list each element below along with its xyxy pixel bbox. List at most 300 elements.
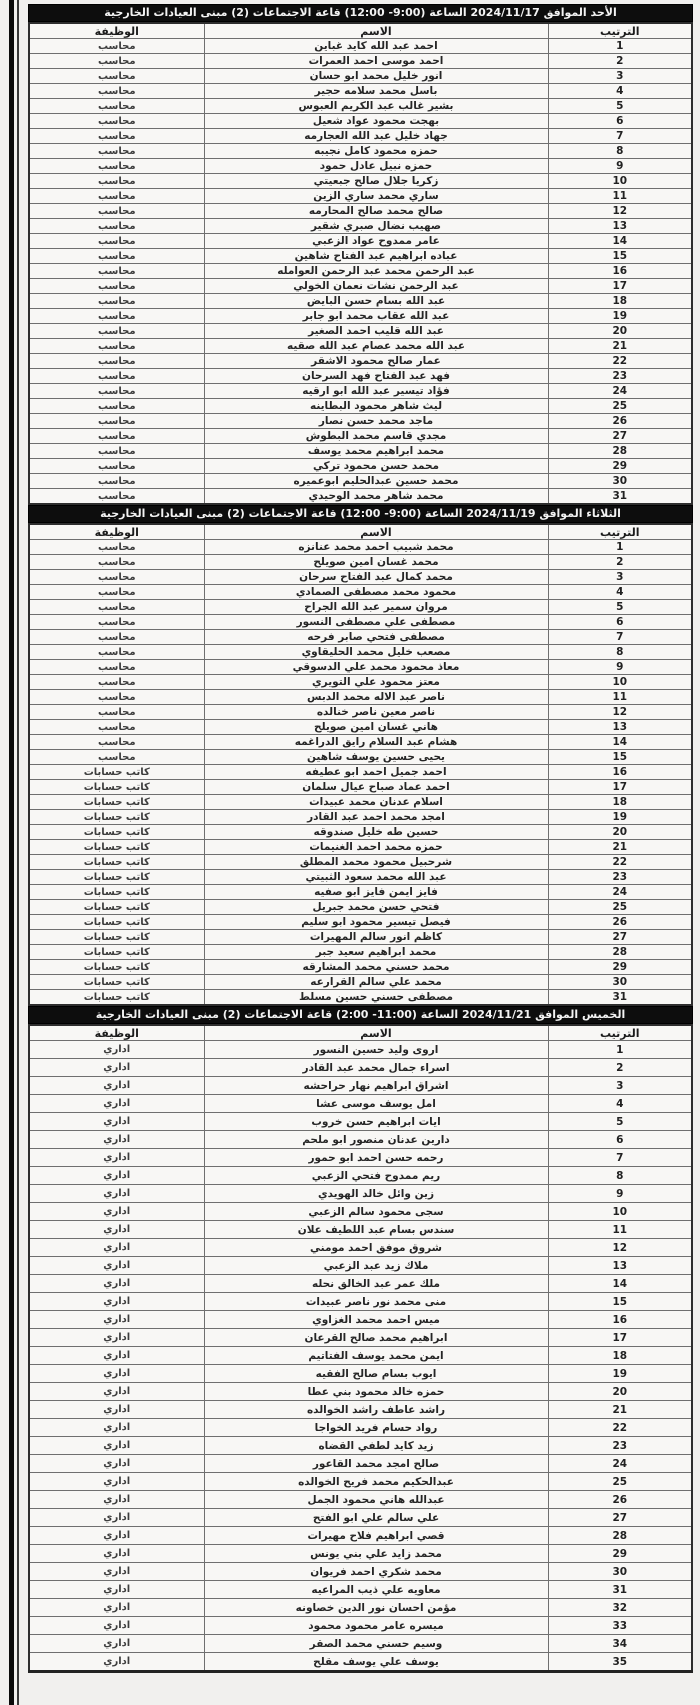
table-row: [29, 600, 692, 615]
order-cell: 22: [548, 354, 692, 369]
order-cell: 13: [548, 1257, 692, 1275]
job-cell: اداري: [29, 1599, 204, 1617]
name-cell: عبد الرحمن محمد عبد الرحمن العوامله: [204, 264, 548, 279]
section-header: الخميس الموافق 2024/11/21 الساعة (11:00- 2:00) قاعة الاجتماعات (2) مبنى العيادات الخارجية: [28, 1006, 693, 1024]
name-cell: عبد الله قليب احمد الصغير: [204, 324, 548, 339]
order-cell: 18: [548, 795, 692, 810]
job-cell: اداري: [29, 1401, 204, 1419]
order-cell: 23: [548, 1437, 692, 1455]
job-cell: اداري: [29, 1041, 204, 1059]
job-cell: اداري: [29, 1455, 204, 1473]
order-cell: 28: [548, 1527, 692, 1545]
name-cell: مؤمن احسان نور الدين خصاونه: [204, 1599, 548, 1617]
table-row: [29, 354, 692, 369]
table-row: [29, 474, 692, 489]
name-cell: مجدي قاسم محمد البطوش: [204, 429, 548, 444]
order-cell: 6: [548, 1131, 692, 1149]
job-cell: محاسب: [29, 555, 204, 570]
order-cell: 29: [548, 960, 692, 975]
job-cell: اداري: [29, 1491, 204, 1509]
job-cell: محاسب: [29, 309, 204, 324]
table-row: [29, 960, 692, 975]
table-row: [29, 309, 692, 324]
order-cell: 1: [548, 1041, 692, 1059]
order-cell: 6: [548, 615, 692, 630]
table-row: [29, 975, 692, 990]
name-cell: دارين عدنان منصور ابو ملحم: [204, 1131, 548, 1149]
table-row: [29, 1455, 692, 1473]
name-cell: عبدالحكيم محمد فريح الخوالده: [204, 1473, 548, 1491]
name-cell: عامر ممدوح عواد الزعبي: [204, 234, 548, 249]
name-cell: حسين طه خليل صندوقه: [204, 825, 548, 840]
table-row: [29, 1095, 692, 1113]
table-row: [29, 1473, 692, 1491]
table-row: [29, 489, 692, 505]
section-header: الثلاثاء الموافق 2024/11/19 الساعة (9:00- 12:00) قاعة الاجتماعات (2) مبنى العيادات الخارجية: [28, 505, 693, 523]
order-cell: 3: [548, 1077, 692, 1095]
order-cell: 13: [548, 720, 692, 735]
order-cell: 26: [548, 915, 692, 930]
order-cell: 2: [548, 555, 692, 570]
name-cell: عبد الله بسام حسن البايض: [204, 294, 548, 309]
order-cell: 7: [548, 630, 692, 645]
order-cell: 19: [548, 309, 692, 324]
table-row: [29, 1149, 692, 1167]
name-cell: شرحبيل محمود محمد المطلق: [204, 855, 548, 870]
name-cell: ايات ابراهيم حسن خروب: [204, 1113, 548, 1131]
order-cell: 26: [548, 414, 692, 429]
table-row: [29, 1077, 692, 1095]
order-cell: 34: [548, 1635, 692, 1653]
table-row: [29, 1041, 692, 1059]
order-cell: 31: [548, 990, 692, 1006]
table-row: [29, 1419, 692, 1437]
name-cell: عبد الله محمد سعود الثبيتي: [204, 870, 548, 885]
order-cell: 22: [548, 1419, 692, 1437]
job-cell: اداري: [29, 1113, 204, 1131]
order-cell: 6: [548, 114, 692, 129]
table-row: [29, 249, 692, 264]
table-row: [29, 1329, 692, 1347]
table-row: [29, 369, 692, 384]
table-row: [29, 414, 692, 429]
table-row: [29, 555, 692, 570]
name-cell: امل يوسف موسى عشا: [204, 1095, 548, 1113]
job-cell: محاسب: [29, 114, 204, 129]
order-cell: 17: [548, 1329, 692, 1347]
name-cell: معاويه علي ذيب المراعيه: [204, 1581, 548, 1599]
name-cell: باسل محمد سلامه حجير: [204, 84, 548, 99]
name-cell: محمد شكري احمد فريوان: [204, 1563, 548, 1581]
job-cell: كاتب حسابات: [29, 975, 204, 990]
table-row: [29, 1311, 692, 1329]
table-row: [29, 795, 692, 810]
table-row: [29, 720, 692, 735]
job-cell: اداري: [29, 1293, 204, 1311]
job-cell: محاسب: [29, 570, 204, 585]
table-row: [29, 1635, 692, 1653]
schedule-table: [28, 22, 693, 505]
job-cell: محاسب: [29, 615, 204, 630]
job-cell: اداري: [29, 1095, 204, 1113]
order-cell: 12: [548, 705, 692, 720]
table-row: [29, 675, 692, 690]
table-row: [29, 1491, 692, 1509]
job-cell: اداري: [29, 1653, 204, 1672]
table-row: [29, 585, 692, 600]
name-cell: محمد زايد علي بني يونس: [204, 1545, 548, 1563]
job-cell: محاسب: [29, 69, 204, 84]
order-cell: 30: [548, 975, 692, 990]
order-cell: 5: [548, 600, 692, 615]
name-cell: شروق موفق احمد مومني: [204, 1239, 548, 1257]
name-cell: انور خليل محمد ابو حسان: [204, 69, 548, 84]
job-cell: اداري: [29, 1419, 204, 1437]
job-cell: محاسب: [29, 294, 204, 309]
table-row: [29, 990, 692, 1006]
job-cell: محاسب: [29, 339, 204, 354]
name-cell: ابراهيم محمد صالح القرعان: [204, 1329, 548, 1347]
table-row: [29, 294, 692, 309]
table-row: [29, 1437, 692, 1455]
table-row: [29, 1203, 692, 1221]
table-row: [29, 1293, 692, 1311]
job-cell: محاسب: [29, 750, 204, 765]
job-cell: محاسب: [29, 399, 204, 414]
order-cell: 21: [548, 1401, 692, 1419]
order-cell: 32: [548, 1599, 692, 1617]
name-cell: محمد ابراهيم محمد يوسف: [204, 444, 548, 459]
name-cell: ناصر معين ناصر خنالده: [204, 705, 548, 720]
name-cell: هشام عبد السلام رايق الدراغمه: [204, 735, 548, 750]
table-row: [29, 885, 692, 900]
order-cell: 15: [548, 1293, 692, 1311]
name-cell: ماجد محمد حسن نصار: [204, 414, 548, 429]
table-row: [29, 1347, 692, 1365]
order-cell: 20: [548, 1383, 692, 1401]
schedule-table: [28, 1024, 693, 1673]
job-cell: اداري: [29, 1131, 204, 1149]
table-row: [29, 459, 692, 474]
table-row: [29, 1113, 692, 1131]
order-cell: 7: [548, 1149, 692, 1167]
name-cell: عبد الله محمد عصام عبد الله صقيه: [204, 339, 548, 354]
job-cell: محاسب: [29, 99, 204, 114]
name-cell: زيد كايد لطفي القضاه: [204, 1437, 548, 1455]
job-cell: محاسب: [29, 735, 204, 750]
order-cell: 24: [548, 1455, 692, 1473]
job-cell: اداري: [29, 1329, 204, 1347]
job-cell: اداري: [29, 1149, 204, 1167]
column-header-row: [29, 23, 692, 39]
job-cell: محاسب: [29, 264, 204, 279]
job-cell: اداري: [29, 1185, 204, 1203]
job-cell: اداري: [29, 1257, 204, 1275]
order-cell: 18: [548, 294, 692, 309]
order-cell: 1: [548, 39, 692, 54]
order-cell: 10: [548, 1203, 692, 1221]
order-cell: 12: [548, 1239, 692, 1257]
table-row: [29, 1653, 692, 1672]
name-cell: احمد موسى احمد العمرات: [204, 54, 548, 69]
job-cell: اداري: [29, 1617, 204, 1635]
order-cell: 13: [548, 219, 692, 234]
job-cell: محاسب: [29, 720, 204, 735]
table-row: [29, 870, 692, 885]
table-row: [29, 159, 692, 174]
order-cell: 14: [548, 735, 692, 750]
name-cell: احمد عبد الله كايد غباين: [204, 39, 548, 54]
name-cell: عبد الرحمن نشات نعمان الخولي: [204, 279, 548, 294]
table-row: [29, 750, 692, 765]
table-row: [29, 780, 692, 795]
table-row: [29, 1275, 692, 1293]
column-header-row: [29, 1025, 692, 1041]
job-cell: كاتب حسابات: [29, 795, 204, 810]
name-cell: علي سالم علي ابو الفتح: [204, 1509, 548, 1527]
job-cell: محاسب: [29, 600, 204, 615]
job-cell: محاسب: [29, 444, 204, 459]
job-cell: محاسب: [29, 174, 204, 189]
name-cell: كاظم انور سالم المهيرات: [204, 930, 548, 945]
table-row: [29, 54, 692, 69]
name-cell: مصعب خليل محمد الحليقاوي: [204, 645, 548, 660]
table-row: [29, 1365, 692, 1383]
job-cell: محاسب: [29, 489, 204, 505]
name-cell: عباده ابراهيم عبد الفتاح شاهين: [204, 249, 548, 264]
order-cell: 4: [548, 1095, 692, 1113]
name-cell: حمزه نبيل عادل حمود: [204, 159, 548, 174]
table-row: [29, 855, 692, 870]
name-cell: وسيم حسني محمد الصقر: [204, 1635, 548, 1653]
table-row: [29, 384, 692, 399]
order-cell: 27: [548, 930, 692, 945]
order-cell: 20: [548, 825, 692, 840]
table-row: [29, 1257, 692, 1275]
table-row: [29, 1221, 692, 1239]
name-cell: محمد ابراهيم سعيد جبر: [204, 945, 548, 960]
job-cell: محاسب: [29, 354, 204, 369]
order-cell: 35: [548, 1653, 692, 1672]
order-cell: 18: [548, 1347, 692, 1365]
name-cell: معتز محمود علي التويري: [204, 675, 548, 690]
order-cell: 30: [548, 1563, 692, 1581]
table-row: [29, 615, 692, 630]
job-cell: اداري: [29, 1077, 204, 1095]
order-cell: 19: [548, 810, 692, 825]
order-cell: 16: [548, 765, 692, 780]
job-cell: محاسب: [29, 189, 204, 204]
column-header: الاسم: [204, 23, 548, 39]
job-cell: كاتب حسابات: [29, 990, 204, 1006]
table-row: [29, 204, 692, 219]
section-header: الأحد الموافق 2024/11/17 الساعة (9:00- 12:00) قاعة الاجتماعات (2) مبنى العيادات الخارجية: [28, 4, 693, 22]
column-header: الوظيفة: [29, 23, 204, 39]
table-row: [29, 1239, 692, 1257]
name-cell: رواد حسام فريد الخواجا: [204, 1419, 548, 1437]
order-cell: 24: [548, 885, 692, 900]
job-cell: اداري: [29, 1509, 204, 1527]
name-cell: ايوب بسام صالح الفقيه: [204, 1365, 548, 1383]
name-cell: محمد حسني محمد المشارقه: [204, 960, 548, 975]
job-cell: كاتب حسابات: [29, 945, 204, 960]
table-row: [29, 174, 692, 189]
table-row: [29, 1581, 692, 1599]
name-cell: رحمه حسن احمد ابو حمور: [204, 1149, 548, 1167]
job-cell: اداري: [29, 1437, 204, 1455]
order-cell: 2: [548, 1059, 692, 1077]
job-cell: اداري: [29, 1239, 204, 1257]
column-header-row: [29, 524, 692, 540]
order-cell: 31: [548, 489, 692, 505]
name-cell: حمزه محمود كامل نجيبه: [204, 144, 548, 159]
table-row: [29, 129, 692, 144]
column-header: الوظيفة: [29, 1025, 204, 1041]
name-cell: مصطفى علي مصطفى النسور: [204, 615, 548, 630]
job-cell: اداري: [29, 1527, 204, 1545]
name-cell: سندس بسام عبد اللطيف علان: [204, 1221, 548, 1239]
name-cell: معاذ محمود محمد علي الدسوقي: [204, 660, 548, 675]
column-header: الترتيب: [548, 23, 692, 39]
table-row: [29, 1509, 692, 1527]
job-cell: كاتب حسابات: [29, 870, 204, 885]
order-cell: 15: [548, 249, 692, 264]
column-header: الوظيفة: [29, 524, 204, 540]
order-cell: 11: [548, 690, 692, 705]
name-cell: بهجت محمود عواد شعيل: [204, 114, 548, 129]
job-cell: محاسب: [29, 144, 204, 159]
job-cell: كاتب حسابات: [29, 765, 204, 780]
order-cell: 11: [548, 189, 692, 204]
order-cell: 8: [548, 645, 692, 660]
name-cell: محمد شاهر محمد الوحيدي: [204, 489, 548, 505]
job-cell: محاسب: [29, 129, 204, 144]
job-cell: محاسب: [29, 585, 204, 600]
name-cell: مصطفى حسني حسين مسلط: [204, 990, 548, 1006]
page-edge-line-thin: [17, 0, 19, 1705]
order-cell: 19: [548, 1365, 692, 1383]
order-cell: 21: [548, 840, 692, 855]
name-cell: عمار صالح محمود الاشقر: [204, 354, 548, 369]
order-cell: 14: [548, 1275, 692, 1293]
table-row: [29, 144, 692, 159]
table-row: [29, 765, 692, 780]
order-cell: 15: [548, 750, 692, 765]
order-cell: 25: [548, 399, 692, 414]
job-cell: محاسب: [29, 645, 204, 660]
order-cell: 17: [548, 279, 692, 294]
order-cell: 5: [548, 99, 692, 114]
name-cell: اروى وليد حسين النسور: [204, 1041, 548, 1059]
job-cell: اداري: [29, 1581, 204, 1599]
order-cell: 21: [548, 339, 692, 354]
name-cell: محمود محمد مصطفى الصمادي: [204, 585, 548, 600]
name-cell: حمزه خالد محمود بني عطا: [204, 1383, 548, 1401]
job-cell: كاتب حسابات: [29, 855, 204, 870]
order-cell: 4: [548, 84, 692, 99]
order-cell: 2: [548, 54, 692, 69]
job-cell: محاسب: [29, 369, 204, 384]
table-row: [29, 645, 692, 660]
job-cell: محاسب: [29, 429, 204, 444]
order-cell: 7: [548, 129, 692, 144]
order-cell: 31: [548, 1581, 692, 1599]
name-cell: محمد علي سالم القرارعه: [204, 975, 548, 990]
table-row: [29, 900, 692, 915]
table-row: [29, 84, 692, 99]
job-cell: اداري: [29, 1275, 204, 1293]
table-row: [29, 234, 692, 249]
order-cell: 30: [548, 474, 692, 489]
name-cell: ملك عمر عبد الخالق نحله: [204, 1275, 548, 1293]
job-cell: محاسب: [29, 675, 204, 690]
order-cell: 20: [548, 324, 692, 339]
name-cell: ساري محمد ساري الزين: [204, 189, 548, 204]
name-cell: ملاك زيد عبد الزعبي: [204, 1257, 548, 1275]
job-cell: محاسب: [29, 690, 204, 705]
order-cell: 25: [548, 900, 692, 915]
table-row: [29, 69, 692, 84]
order-cell: 8: [548, 144, 692, 159]
order-cell: 9: [548, 159, 692, 174]
name-cell: محمد حسين عبدالحليم ابوعميره: [204, 474, 548, 489]
job-cell: اداري: [29, 1311, 204, 1329]
table-row: [29, 1131, 692, 1149]
job-cell: محاسب: [29, 234, 204, 249]
name-cell: راشد عاطف راشد الخوالده: [204, 1401, 548, 1419]
job-cell: محاسب: [29, 54, 204, 69]
table-row: [29, 705, 692, 720]
name-cell: يوسف علي يوسف مقلح: [204, 1653, 548, 1672]
table-row: [29, 1617, 692, 1635]
table-row: [29, 324, 692, 339]
table-row: [29, 1527, 692, 1545]
name-cell: اسلام عدنان محمد عبيدات: [204, 795, 548, 810]
name-cell: منى محمد نور ناصر عبيدات: [204, 1293, 548, 1311]
name-cell: فهد عبد الفتاح فهد السرحان: [204, 369, 548, 384]
job-cell: اداري: [29, 1383, 204, 1401]
table-row: [29, 1401, 692, 1419]
order-cell: 16: [548, 1311, 692, 1329]
job-cell: كاتب حسابات: [29, 915, 204, 930]
table-row: [29, 1383, 692, 1401]
order-cell: 9: [548, 660, 692, 675]
job-cell: اداري: [29, 1203, 204, 1221]
job-cell: اداري: [29, 1365, 204, 1383]
name-cell: محمد غسان امين صويلح: [204, 555, 548, 570]
job-cell: اداري: [29, 1635, 204, 1653]
table-row: [29, 915, 692, 930]
order-cell: 33: [548, 1617, 692, 1635]
table-row: [29, 264, 692, 279]
job-cell: محاسب: [29, 279, 204, 294]
order-cell: 28: [548, 444, 692, 459]
name-cell: اسراء جمال محمد عبد القادر: [204, 1059, 548, 1077]
job-cell: محاسب: [29, 384, 204, 399]
order-cell: 25: [548, 1473, 692, 1491]
name-cell: محمد شبيب احمد محمد عنانزه: [204, 540, 548, 555]
job-cell: محاسب: [29, 630, 204, 645]
table-row: [29, 810, 692, 825]
table-row: [29, 99, 692, 114]
name-cell: هاني غسان امين صويلح: [204, 720, 548, 735]
name-cell: جهاد خليل عبد الله العجارمه: [204, 129, 548, 144]
name-cell: ميس احمد محمد الغزاوي: [204, 1311, 548, 1329]
table-row: [29, 930, 692, 945]
name-cell: ايمن محمد يوسف الفتاتيم: [204, 1347, 548, 1365]
name-cell: احمد عماد صباح عيال سلمان: [204, 780, 548, 795]
order-cell: 27: [548, 1509, 692, 1527]
